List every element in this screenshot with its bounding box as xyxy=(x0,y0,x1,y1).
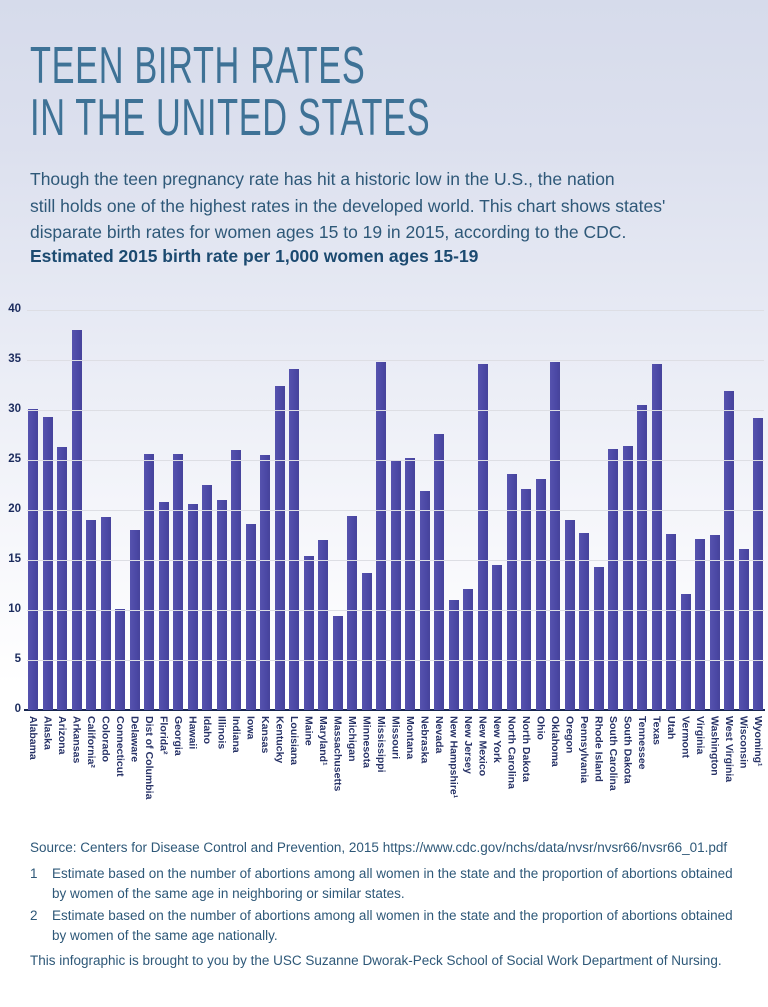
bar-oregon xyxy=(565,520,575,710)
bar-delaware xyxy=(130,530,140,710)
bar-tennessee xyxy=(637,405,647,710)
bar-louisiana xyxy=(289,369,299,710)
bar-texas xyxy=(652,364,662,710)
bar-wyoming xyxy=(753,418,763,710)
page-title-line2: IN THE UNITED STATES xyxy=(30,89,431,147)
x-label-alaska: Alaska xyxy=(41,716,54,750)
x-label-south-dakota: South Dakota xyxy=(621,716,634,784)
x-label-rhode-island: Rhode Island xyxy=(592,716,605,782)
gridline-25 xyxy=(27,460,764,461)
bar-georgia xyxy=(173,454,183,710)
x-label-oregon: Oregon xyxy=(563,716,576,754)
x-label-colorado: Colorado xyxy=(99,716,112,763)
page-title xyxy=(30,37,431,147)
gridline-20 xyxy=(27,510,764,511)
y-tick-label-35: 35 xyxy=(8,353,21,365)
bar-new-hampshire xyxy=(449,600,459,710)
bar-new-jersey xyxy=(463,589,473,710)
x-label-iowa: Iowa xyxy=(244,716,257,740)
x-label-hawaii: Hawaii xyxy=(186,716,199,750)
y-tick-label-5: 5 xyxy=(14,653,21,665)
x-label-kansas: Kansas xyxy=(259,716,271,754)
x-label-new-hampshire: New Hampshire¹ xyxy=(447,716,460,799)
bar-michigan xyxy=(347,516,357,710)
gridline-10 xyxy=(27,610,764,611)
x-label-south-carolina: South Carolina xyxy=(607,716,619,791)
x-label-pennsylvania: Pennsylvania xyxy=(578,716,590,784)
y-tick-label-40: 40 xyxy=(8,303,21,315)
y-tick-label-0: 0 xyxy=(14,703,21,715)
page-title-line1: TEEN BIRTH RATES xyxy=(30,37,366,95)
x-label-georgia: Georgia xyxy=(172,716,184,756)
bar-missouri xyxy=(391,460,401,710)
gridline-5 xyxy=(27,660,764,661)
bar-california xyxy=(86,520,96,710)
x-label-dist-of-columbia: Dist of Columbia xyxy=(143,716,155,800)
bar-idaho xyxy=(202,485,212,710)
footnote-1 xyxy=(30,864,740,903)
x-label-vermont: Vermont xyxy=(679,716,692,759)
bar-chart xyxy=(0,304,768,844)
x-label-minnesota: Minnesota xyxy=(360,716,373,768)
x-label-ohio: Ohio xyxy=(534,716,547,740)
x-label-indiana: Indiana xyxy=(230,716,242,753)
intro-line2: still holds one of the highest rates in the developed world. This chart shows states' xyxy=(30,195,666,216)
y-tick-label-20: 20 xyxy=(8,503,21,515)
x-label-california: California² xyxy=(85,716,97,768)
bar-wisconsin xyxy=(739,549,749,710)
x-label-utah: Utah xyxy=(665,716,677,740)
x-label-mississippi: Mississippi xyxy=(375,716,387,773)
x-label-louisiana: Louisiana xyxy=(288,716,300,766)
x-label-montana: Montana xyxy=(404,716,416,760)
x-label-west-virginia: West Virginia xyxy=(723,716,735,783)
x-label-florida: Florida² xyxy=(157,716,170,755)
bar-iowa xyxy=(246,524,256,710)
bar-massachusetts xyxy=(333,616,343,710)
x-label-idaho: Idaho xyxy=(201,716,213,744)
x-label-kentucky: Kentucky xyxy=(273,716,286,764)
x-label-michigan: Michigan xyxy=(346,716,358,762)
bar-arkansas xyxy=(72,330,82,710)
bar-illinois xyxy=(217,500,227,710)
bar-new-york xyxy=(492,565,502,710)
x-label-new-jersey: New Jersey xyxy=(462,716,474,774)
footnote-1-text: Estimate based on the number of abortions among all women in the state and the proportion of abortions obtained by women of the same age in neighboring or similar states. xyxy=(52,866,733,901)
x-label-nebraska: Nebraska xyxy=(418,716,431,764)
x-label-nevada: Nevada xyxy=(433,716,445,754)
footnote-2-number: 2 xyxy=(30,908,38,923)
x-label-tennessee: Tennessee xyxy=(636,716,648,770)
x-label-delaware: Delaware xyxy=(128,716,141,763)
x-label-virginia: Virginia xyxy=(694,716,706,755)
bar-hawaii xyxy=(188,504,198,710)
bar-virginia xyxy=(695,539,705,710)
x-label-maine: Maine xyxy=(302,716,315,746)
bar-washington xyxy=(710,535,720,710)
bar-north-dakota xyxy=(521,489,531,710)
x-label-north-dakota: North Dakota xyxy=(520,716,532,782)
y-tick-label-25: 25 xyxy=(8,453,21,465)
intro-line1: Though the teen pregnancy rate has hit a historic low in the U.S., the nation xyxy=(30,169,615,189)
bar-ohio xyxy=(536,479,546,710)
y-tick-label-30: 30 xyxy=(8,403,21,415)
bar-west-virginia xyxy=(724,391,734,710)
bar-maryland xyxy=(318,540,328,710)
bar-new-mexico xyxy=(478,364,488,710)
bar-kentucky xyxy=(275,386,285,710)
x-label-washington: Washington xyxy=(708,716,721,776)
x-label-new-mexico: New Mexico xyxy=(476,716,489,777)
bar-maine xyxy=(304,556,314,710)
bar-colorado xyxy=(101,517,111,710)
gridline-40 xyxy=(27,310,764,311)
intro-line3: disparate birth rates for women ages 15 to 19 in 2015, according to the CDC. xyxy=(30,222,627,242)
bar-kansas xyxy=(260,455,270,710)
header xyxy=(30,37,637,147)
x-label-texas: Texas xyxy=(650,716,663,745)
bar-montana xyxy=(405,458,415,710)
x-label-missouri: Missouri xyxy=(389,716,402,760)
x-label-maryland: Maryland¹ xyxy=(317,716,329,766)
bar-minnesota xyxy=(362,573,372,710)
x-label-oklahoma: Oklahoma xyxy=(549,716,561,767)
footnote-2-text: Estimate based on the number of abortions among all women in the state and the proportion of abortions obtained by women of the same age nationally. xyxy=(52,908,733,943)
bar-indiana xyxy=(231,450,241,710)
x-label-wyoming: Wyoming¹ xyxy=(752,716,764,767)
x-label-arkansas: Arkansas xyxy=(70,716,83,764)
x-label-north-carolina: North Carolina xyxy=(505,716,518,789)
bar-arizona xyxy=(57,447,67,710)
bar-dist-of-columbia xyxy=(144,454,154,710)
x-label-arizona: Arizona xyxy=(56,716,68,755)
bar-rhode-island xyxy=(594,567,604,710)
chart-subtitle: Estimated 2015 birth rate per 1,000 women ages 15-19 xyxy=(30,246,479,266)
credit-line: This infographic is brought to you by the USC Suzanne Dworak-Peck School of Social Work Department of Nursing. xyxy=(30,953,722,968)
intro-paragraph xyxy=(30,166,665,246)
y-tick-label-10: 10 xyxy=(8,603,21,615)
footnote-1-number: 1 xyxy=(30,866,38,881)
x-label-connecticut: Connecticut xyxy=(114,716,126,777)
bar-south-carolina xyxy=(608,449,618,710)
gridline-30 xyxy=(27,410,764,411)
bar-nevada xyxy=(434,434,444,710)
gridline-35 xyxy=(27,360,764,361)
x-label-new-york: New York xyxy=(491,716,503,763)
gridline-15 xyxy=(27,560,764,561)
bar-nebraska xyxy=(420,491,430,710)
bar-vermont xyxy=(681,594,691,710)
bar-florida xyxy=(159,502,169,710)
x-label-alabama: Alabama xyxy=(27,716,39,760)
y-tick-label-15: 15 xyxy=(8,553,21,565)
bar-south-dakota xyxy=(623,446,633,710)
bar-oklahoma xyxy=(550,362,560,710)
x-label-wisconsin: Wisconsin xyxy=(737,716,750,769)
bar-mississippi xyxy=(376,362,386,710)
x-axis-labels xyxy=(28,716,763,836)
x-label-illinois: Illinois xyxy=(215,716,228,750)
x-label-massachusetts: Massachusetts xyxy=(331,716,344,792)
footnote-2 xyxy=(30,906,740,945)
source-line: Source: Centers for Disease Control and Prevention, 2015 https://www.cdc.gov/nchs/data/nvsr/nvsr66/nvsr66_01.pdf xyxy=(30,840,728,855)
